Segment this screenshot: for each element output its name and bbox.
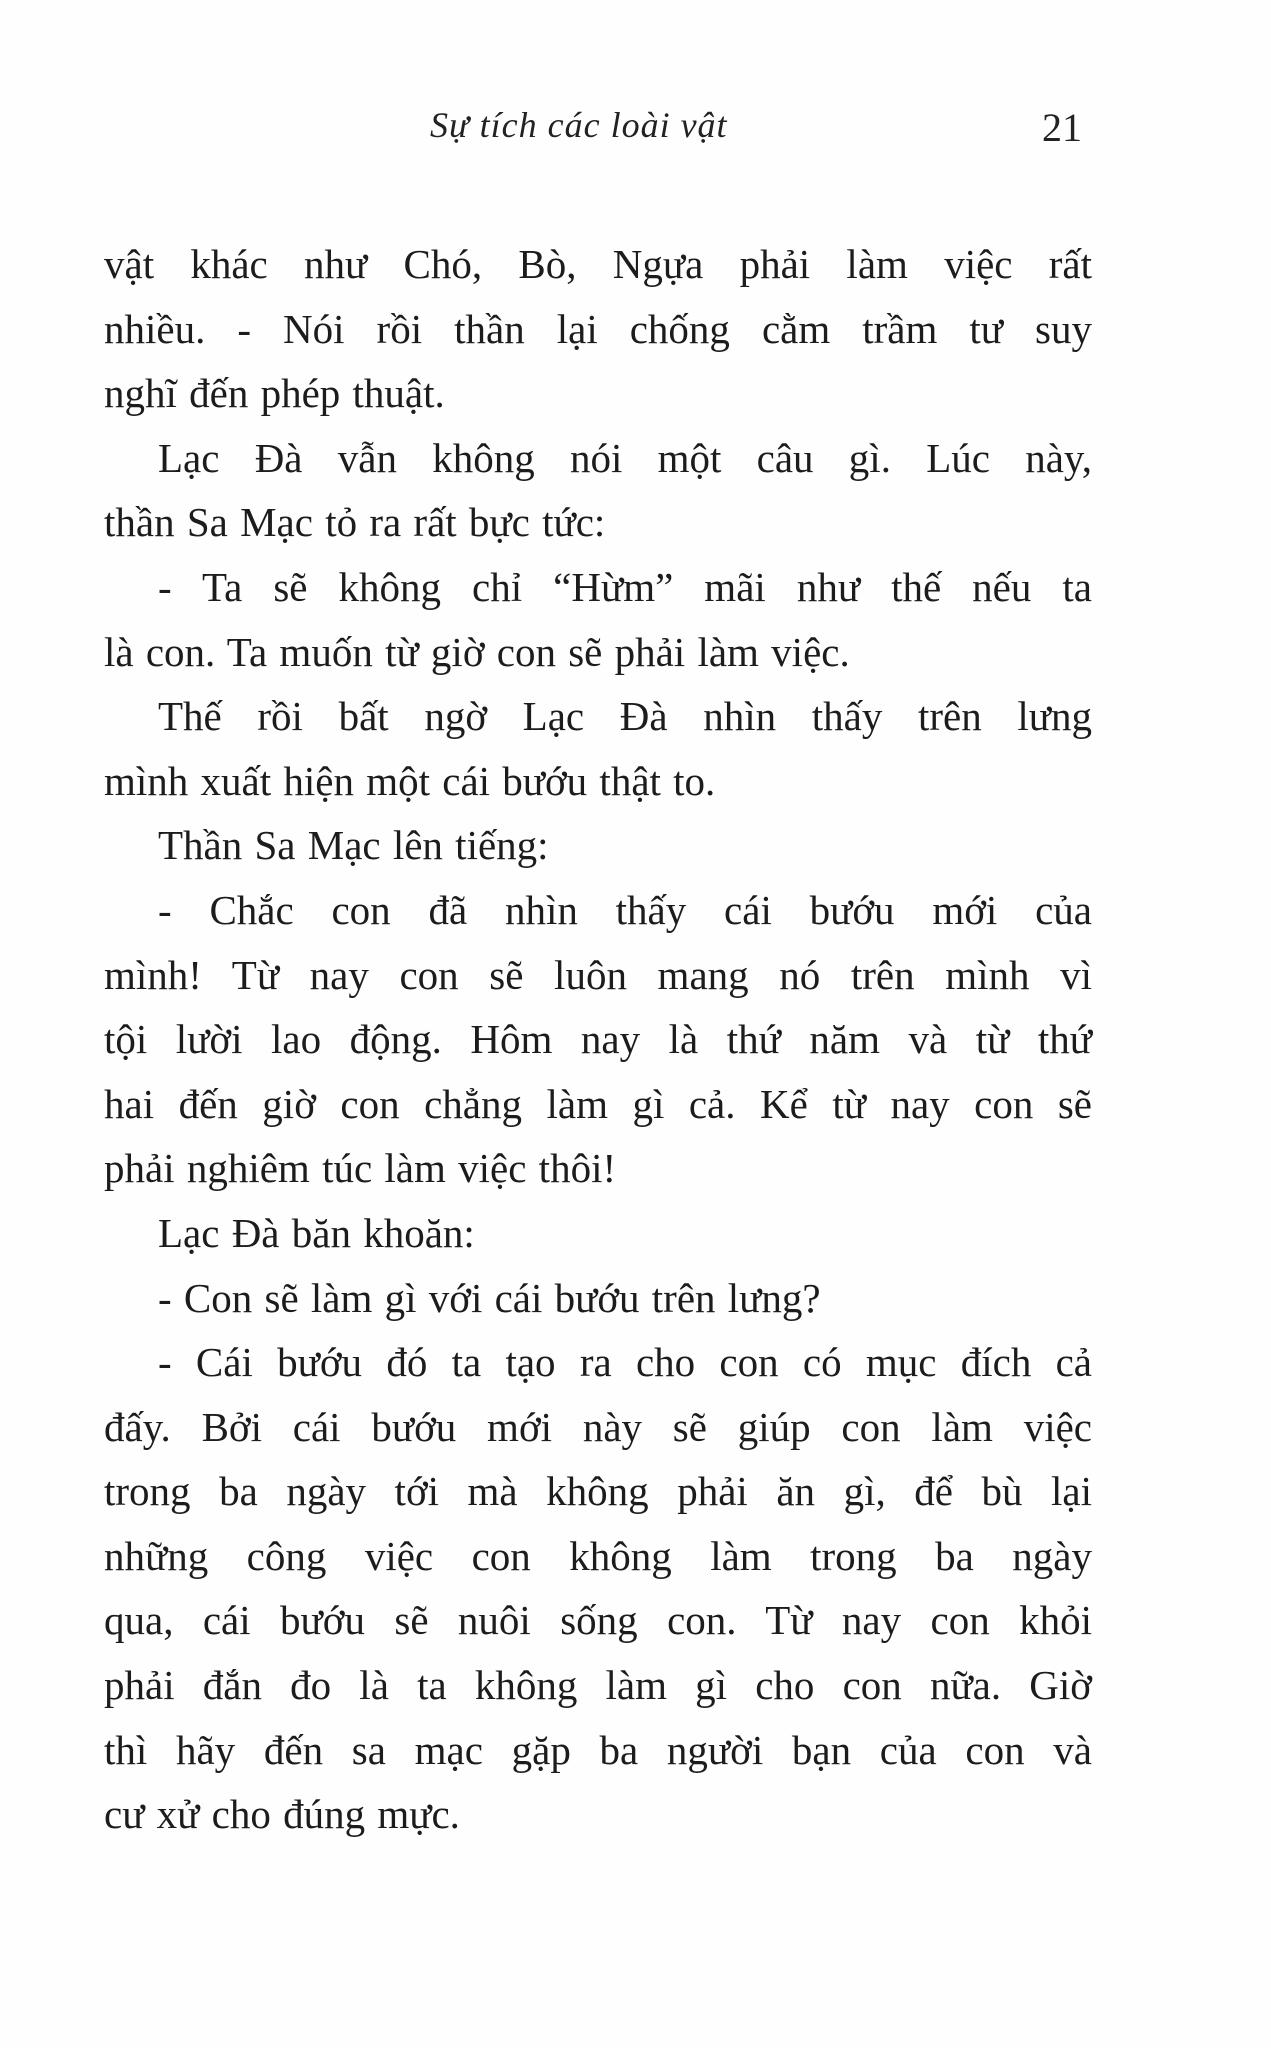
text-line: - Ta sẽ không chỉ “Hừm” mãi như thế nếu ta bbox=[158, 563, 1092, 610]
text-line: Thần Sa Mạc lên tiếng: bbox=[158, 822, 549, 869]
text-line: trong ba ngày tới mà không phải ăn gì, để bù lại bbox=[104, 1468, 1092, 1515]
text-line: tội lười lao động. Hôm nay là thứ năm và từ thứ bbox=[104, 1016, 1092, 1063]
text-line: là con. Ta muốn từ giờ con sẽ phải làm việc. bbox=[104, 628, 850, 675]
text-line: phải nghiêm túc làm việc thôi! bbox=[104, 1145, 617, 1192]
text-line: - Con sẽ làm gì với cái bướu trên lưng? bbox=[158, 1274, 821, 1321]
text-line: vật khác như Chó, Bò, Ngựa phải làm việc rất bbox=[104, 241, 1092, 287]
text-line: Thế rồi bất ngờ Lạc Đà nhìn thấy trên lưng bbox=[158, 693, 1092, 740]
text-line: đấy. Bởi cái bướu mới này sẽ giúp con làm việc bbox=[104, 1403, 1092, 1450]
text-line: - Chắc con đã nhìn thấy cái bướu mới của bbox=[158, 886, 1092, 933]
running-title: Sự tích các loài vật bbox=[430, 105, 728, 145]
text-line: những công việc con không làm trong ba ngày bbox=[104, 1532, 1092, 1579]
text-line: Lạc Đà băn khoăn: bbox=[158, 1209, 475, 1256]
page-number: 21 bbox=[1042, 105, 1082, 150]
running-header bbox=[0, 104, 1271, 154]
text-line: - Cái bướu đó ta tạo ra cho con có mục đích cả bbox=[158, 1339, 1092, 1386]
text-line: hai đến giờ con chẳng làm gì cả. Kể từ nay con sẽ bbox=[104, 1080, 1092, 1127]
text-line: qua, cái bướu sẽ nuôi sống con. Từ nay con khỏi bbox=[104, 1597, 1092, 1644]
text-line: phải đắn đo là ta không làm gì cho con nữa. Giờ bbox=[104, 1662, 1092, 1709]
body-text bbox=[104, 232, 1092, 1847]
text-line: nhiều. - Nói rồi thần lại chống cằm trầm tư suy bbox=[104, 305, 1092, 352]
text-line: nghĩ đến phép thuật. bbox=[104, 370, 445, 417]
text-line: Lạc Đà vẫn không nói một câu gì. Lúc này, bbox=[158, 434, 1092, 481]
text-line: mình xuất hiện một cái bướu thật to. bbox=[104, 757, 716, 804]
text-line: thì hãy đến sa mạc gặp ba người bạn của con và bbox=[104, 1726, 1092, 1773]
text-line: thần Sa Mạc tỏ ra rất bực tức: bbox=[104, 499, 606, 546]
text-line: mình! Từ nay con sẽ luôn mang nó trên mình vì bbox=[104, 951, 1092, 998]
text-line: cư xử cho đúng mực. bbox=[104, 1791, 460, 1838]
